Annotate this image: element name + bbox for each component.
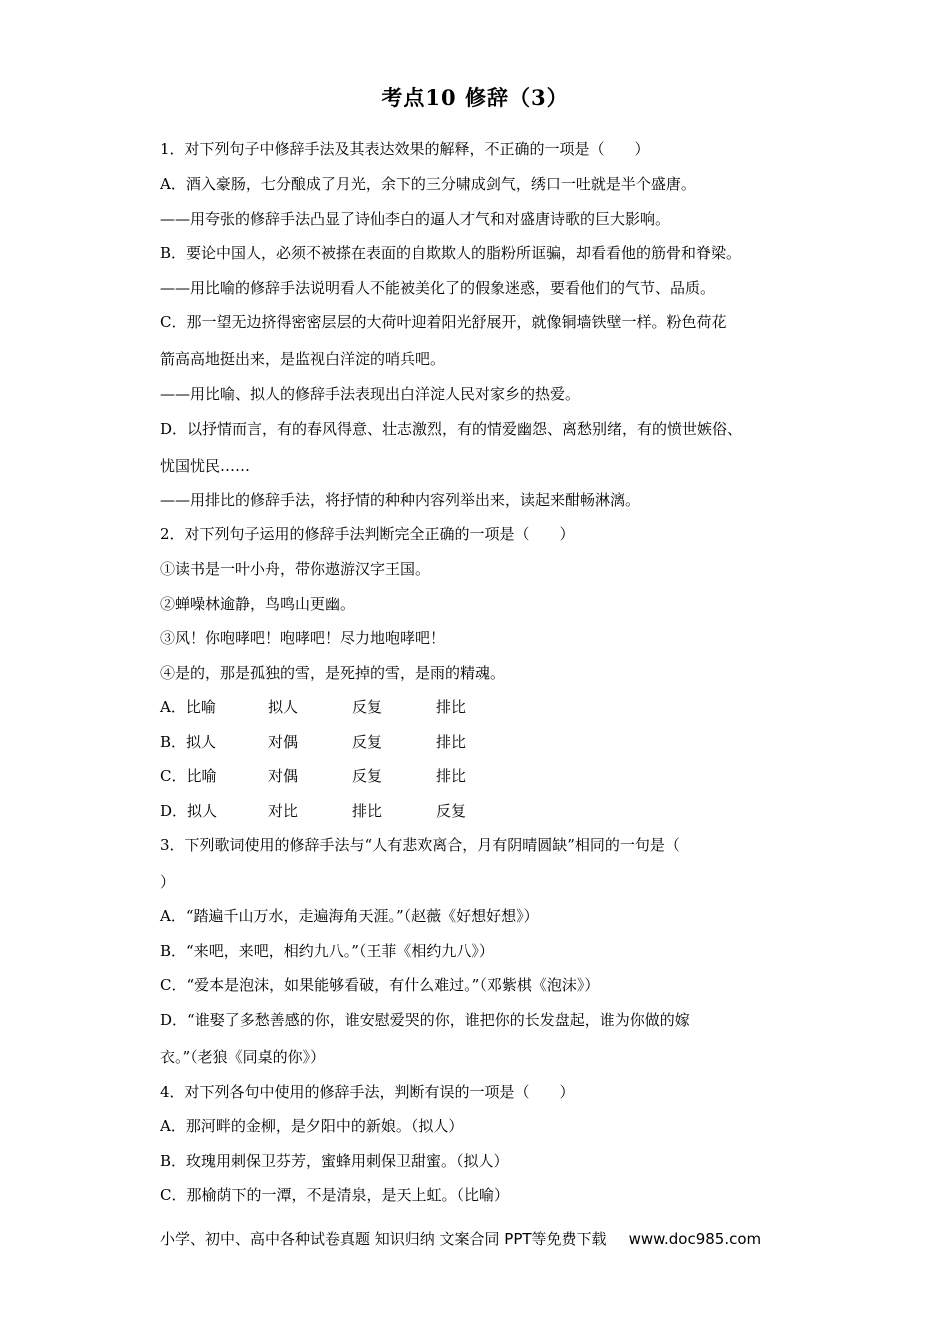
q1-option-d-explanation: ——用排比的修辞手法，将抒情的种种内容列举出来，读起来酣畅淋漓。	[160, 491, 641, 509]
q2-sentence-4: ④是的，那是孤独的雪，是死掉的雪，是雨的精魂。	[160, 664, 506, 682]
q2-sentence-1: ①读书是一叶小舟，带你遨游汉字王国。	[160, 560, 431, 578]
q2-option-d	[160, 801, 466, 821]
option-cell: 对偶	[268, 767, 299, 785]
option-cell: A．比喻	[160, 698, 216, 716]
q2-option-b	[160, 732, 466, 752]
q1-option-c: C．那一望无边挤得密密层层的大荷叶迎着阳光舒展开，就像铜墙铁壁一样。粉色荷花	[160, 313, 727, 331]
q4-option-c: C．那榆荫下的一潭，不是清泉，是天上虹。（比喻）	[160, 1186, 509, 1204]
option-cell: 排比	[436, 698, 467, 716]
q3-stem: 3．下列歌词使用的修辞手法与“人有悲欢离合，月有阴晴圆缺”相同的一句是（	[160, 836, 680, 854]
q1-option-d: D．以抒情而言，有的春风得意、壮志激烈，有的情爱幽怨、离愁别绪，有的愤世嫉俗、	[160, 420, 743, 438]
option-cell: 排比	[436, 733, 467, 751]
option-cell: 反复	[436, 802, 467, 820]
page-title: 考点10 修辞（3）	[381, 85, 569, 110]
q4-stem: 4．对下列各句中使用的修辞手法，判断有误的一项是（ ）	[160, 1083, 575, 1101]
q2-sentence-2: ②蝉噪林逾静，鸟鸣山更幽。	[160, 595, 356, 613]
option-cell: 反复	[352, 767, 383, 785]
q1-option-b: B．要论中国人，必须不被搽在表面的自欺欺人的脂粉所诓骗，却看看他的筋骨和脊梁。	[160, 244, 742, 262]
q1-option-c-continued: 箭高高地挺出来，是监视白洋淀的哨兵吧。	[160, 350, 446, 368]
footer-text: 小学、初中、高中各种试卷真题 知识归纳 文案合同 PPT等免费下载	[160, 1230, 607, 1248]
option-cell: D．拟人	[160, 802, 218, 820]
q1-option-b-explanation: ——用比喻的修辞手法说明看人不能被美化了的假象迷惑，要看他们的气节、品质。	[160, 279, 716, 297]
option-cell: 排比	[436, 767, 467, 785]
option-cell: 拟人	[268, 698, 299, 716]
page-footer	[160, 1229, 761, 1249]
option-cell: 对偶	[268, 733, 299, 751]
q1-option-a-explanation: ——用夸张的修辞手法凸显了诗仙李白的逼人才气和对盛唐诗歌的巨大影响。	[160, 210, 671, 228]
q2-option-c	[160, 766, 466, 786]
q3-option-d-continued: 衣。”（老狼《同桌的你》）	[160, 1048, 326, 1066]
q3-option-b: B．“来吧，来吧，相约九八。”（王菲《相约九八》）	[160, 942, 494, 960]
q3-option-d: D．“谁娶了多愁善感的你，谁安慰爱哭的你，谁把你的长发盘起，谁为你做的嫁	[160, 1011, 690, 1029]
q2-option-a	[160, 697, 466, 717]
option-cell: C．比喻	[160, 767, 217, 785]
option-cell: B．拟人	[160, 733, 217, 751]
q3-option-c: C．“爱本是泡沫，如果能够看破，有什么难过。”（邓紫棋《泡沫》）	[160, 976, 600, 994]
footer-site-link[interactable]: www.doc985.com	[628, 1230, 762, 1248]
option-cell: 反复	[352, 698, 383, 716]
q2-sentence-3: ③风！你咆哮吧！咆哮吧！尽力地咆哮吧！	[160, 629, 446, 647]
q1-option-c-explanation: ——用比喻、拟人的修辞手法表现出白洋淀人民对家乡的热爱。	[160, 385, 581, 403]
option-cell: 对比	[268, 802, 299, 820]
q3-option-a: A．“踏遍千山万水，走遍海角天涯。”（赵薇《好想好想》）	[160, 907, 539, 925]
q1-option-d-continued: 忧国忧民……	[160, 457, 251, 475]
q4-option-a: A．那河畔的金柳，是夕阳中的新娘。（拟人）	[160, 1117, 464, 1135]
q3-stem-continued: ）	[160, 873, 176, 891]
option-cell: 反复	[352, 733, 383, 751]
q4-option-b: B．玫瑰用刺保卫芬芳，蜜蜂用刺保卫甜蜜。（拟人）	[160, 1152, 509, 1170]
option-cell: 排比	[352, 802, 383, 820]
q2-stem: 2．对下列句子运用的修辞手法判断完全正确的一项是（ ）	[160, 525, 575, 543]
q1-option-a: A．酒入豪肠，七分酿成了月光，余下的三分啸成剑气，绣口一吐就是半个盛唐。	[160, 175, 696, 193]
q1-stem: 1．对下列句子中修辞手法及其表达效果的解释，不正确的一项是（ ）	[160, 140, 650, 158]
